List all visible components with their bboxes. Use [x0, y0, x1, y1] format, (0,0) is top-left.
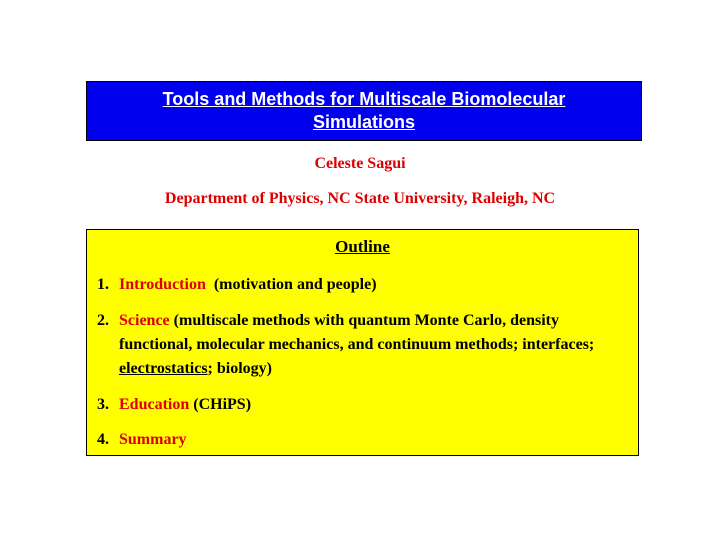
title-line-1: Tools and Methods for Multiscale Biomolecular — [162, 89, 566, 109]
outline-heading: Outline — [335, 237, 390, 256]
item-text: (CHiPS) — [193, 396, 252, 413]
item-number: 2. — [97, 312, 109, 329]
item-text: (motivation and people) — [213, 276, 377, 293]
item-number: 3. — [97, 396, 109, 413]
item-text: (multiscale methods with quantum Monte Carlo, density functional, molecular mechanics, and continuum methods; interfaces; — [119, 312, 595, 353]
outline-item-introduction — [97, 273, 617, 297]
item-label: Introduction — [119, 276, 206, 293]
outline-item-science — [97, 309, 617, 381]
outline-box — [86, 229, 639, 456]
outline-item-education — [97, 393, 617, 417]
item-text-after: ; biology) — [207, 360, 272, 377]
item-label: Education — [119, 396, 190, 413]
title-line-2: Simulations — [312, 112, 415, 132]
department: Department of Physics, NC State University, Raleigh, NC — [164, 190, 556, 207]
author-name: Celeste Sagui — [314, 155, 406, 172]
item-number: 1. — [97, 276, 109, 293]
item-text-underlined: electrostatics — [119, 360, 208, 377]
outline-item-summary — [97, 428, 617, 452]
item-number: 4. — [97, 431, 109, 448]
title-banner — [86, 81, 642, 141]
item-label: Summary — [119, 431, 187, 448]
item-label: Science — [119, 312, 170, 329]
